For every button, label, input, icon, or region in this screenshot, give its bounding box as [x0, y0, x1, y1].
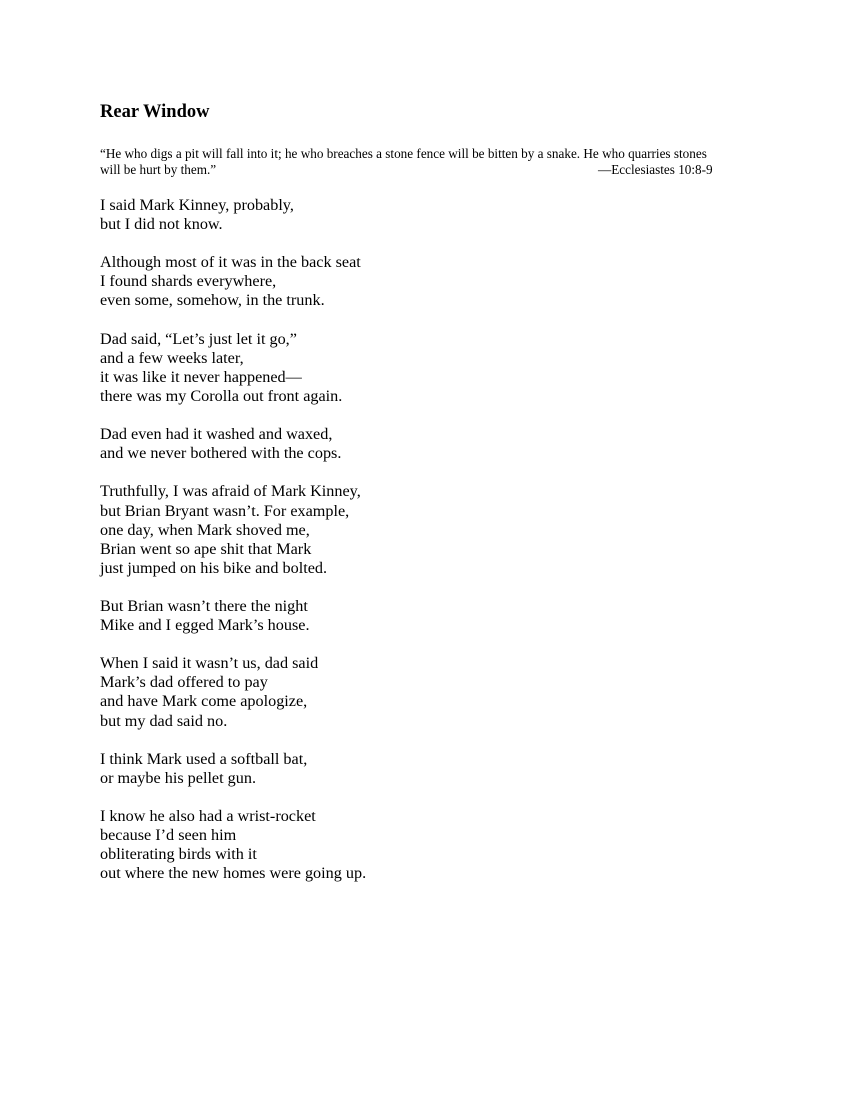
epigraph-quote-line-2: will be hurt by them.” [100, 161, 217, 177]
epigraph-quote-line-1: “He who digs a pit will fall into it; he who breaches a stone fence will be bitten by a snake. He who quarries stones [100, 146, 707, 161]
poem-line: one day, when Mark shoved me, [100, 520, 310, 539]
epigraph [100, 146, 750, 177]
poem-line: Truthfully, I was afraid of Mark Kinney, [100, 482, 361, 501]
poem-line: Brian went so ape shit that Mark [100, 539, 312, 558]
poem-line: there was my Corolla out front again. [100, 386, 343, 405]
poem-line: or maybe his pellet gun. [100, 768, 256, 787]
poem-line: But Brian wasn’t there the night [100, 596, 308, 615]
poem-line: even some, somehow, in the trunk. [100, 291, 325, 310]
poem-line: it was like it never happened— [100, 367, 302, 386]
stanza [100, 750, 700, 788]
stanza [100, 330, 700, 406]
stanza [100, 253, 700, 310]
poem-line: just jumped on his bike and bolted. [100, 558, 328, 577]
stanza [100, 425, 700, 463]
stanza [100, 597, 700, 635]
poem-line: out where the new homes were going up. [100, 864, 367, 883]
epigraph-quote-line-2-row [100, 162, 750, 178]
poem-line: I said Mark Kinney, probably, [100, 196, 294, 214]
poem-line: When I said it wasn’t us, dad said [100, 654, 319, 673]
poem-line: Although most of it was in the back seat [100, 253, 361, 272]
poem-line: because I’d seen him [100, 826, 237, 845]
poem-line: but Brian Bryant wasn’t. For example, [100, 501, 350, 520]
stanza [100, 654, 700, 730]
poem-line: but my dad said no. [100, 711, 228, 730]
poem-line: I know he also had a wrist-rocket [100, 807, 316, 825]
poem-line: Mike and I egged Mark’s house. [100, 616, 310, 635]
poem-line: Mark’s dad offered to pay [100, 673, 268, 692]
epigraph-attribution: —Ecclesiastes 10:8-9 [598, 161, 713, 177]
poem-title: Rear Window [100, 102, 210, 122]
poem-line: obliterating birds with it [100, 845, 257, 864]
poem-line: and we never bothered with the cops. [100, 444, 342, 463]
stanza [100, 482, 700, 577]
poem-line: I found shards everywhere, [100, 272, 277, 291]
poem-line: Dad even had it washed and waxed, [100, 425, 333, 444]
poem-line: but I did not know. [100, 215, 223, 234]
poem-line: and a few weeks later, [100, 348, 244, 367]
stanza [100, 196, 700, 234]
poem-line: Dad said, “Let’s just let it go,” [100, 329, 297, 348]
poem-body [100, 196, 700, 902]
poem-line: and have Mark come apologize, [100, 692, 308, 711]
stanza [100, 807, 700, 883]
poem-line: I think Mark used a softball bat, [100, 749, 308, 768]
